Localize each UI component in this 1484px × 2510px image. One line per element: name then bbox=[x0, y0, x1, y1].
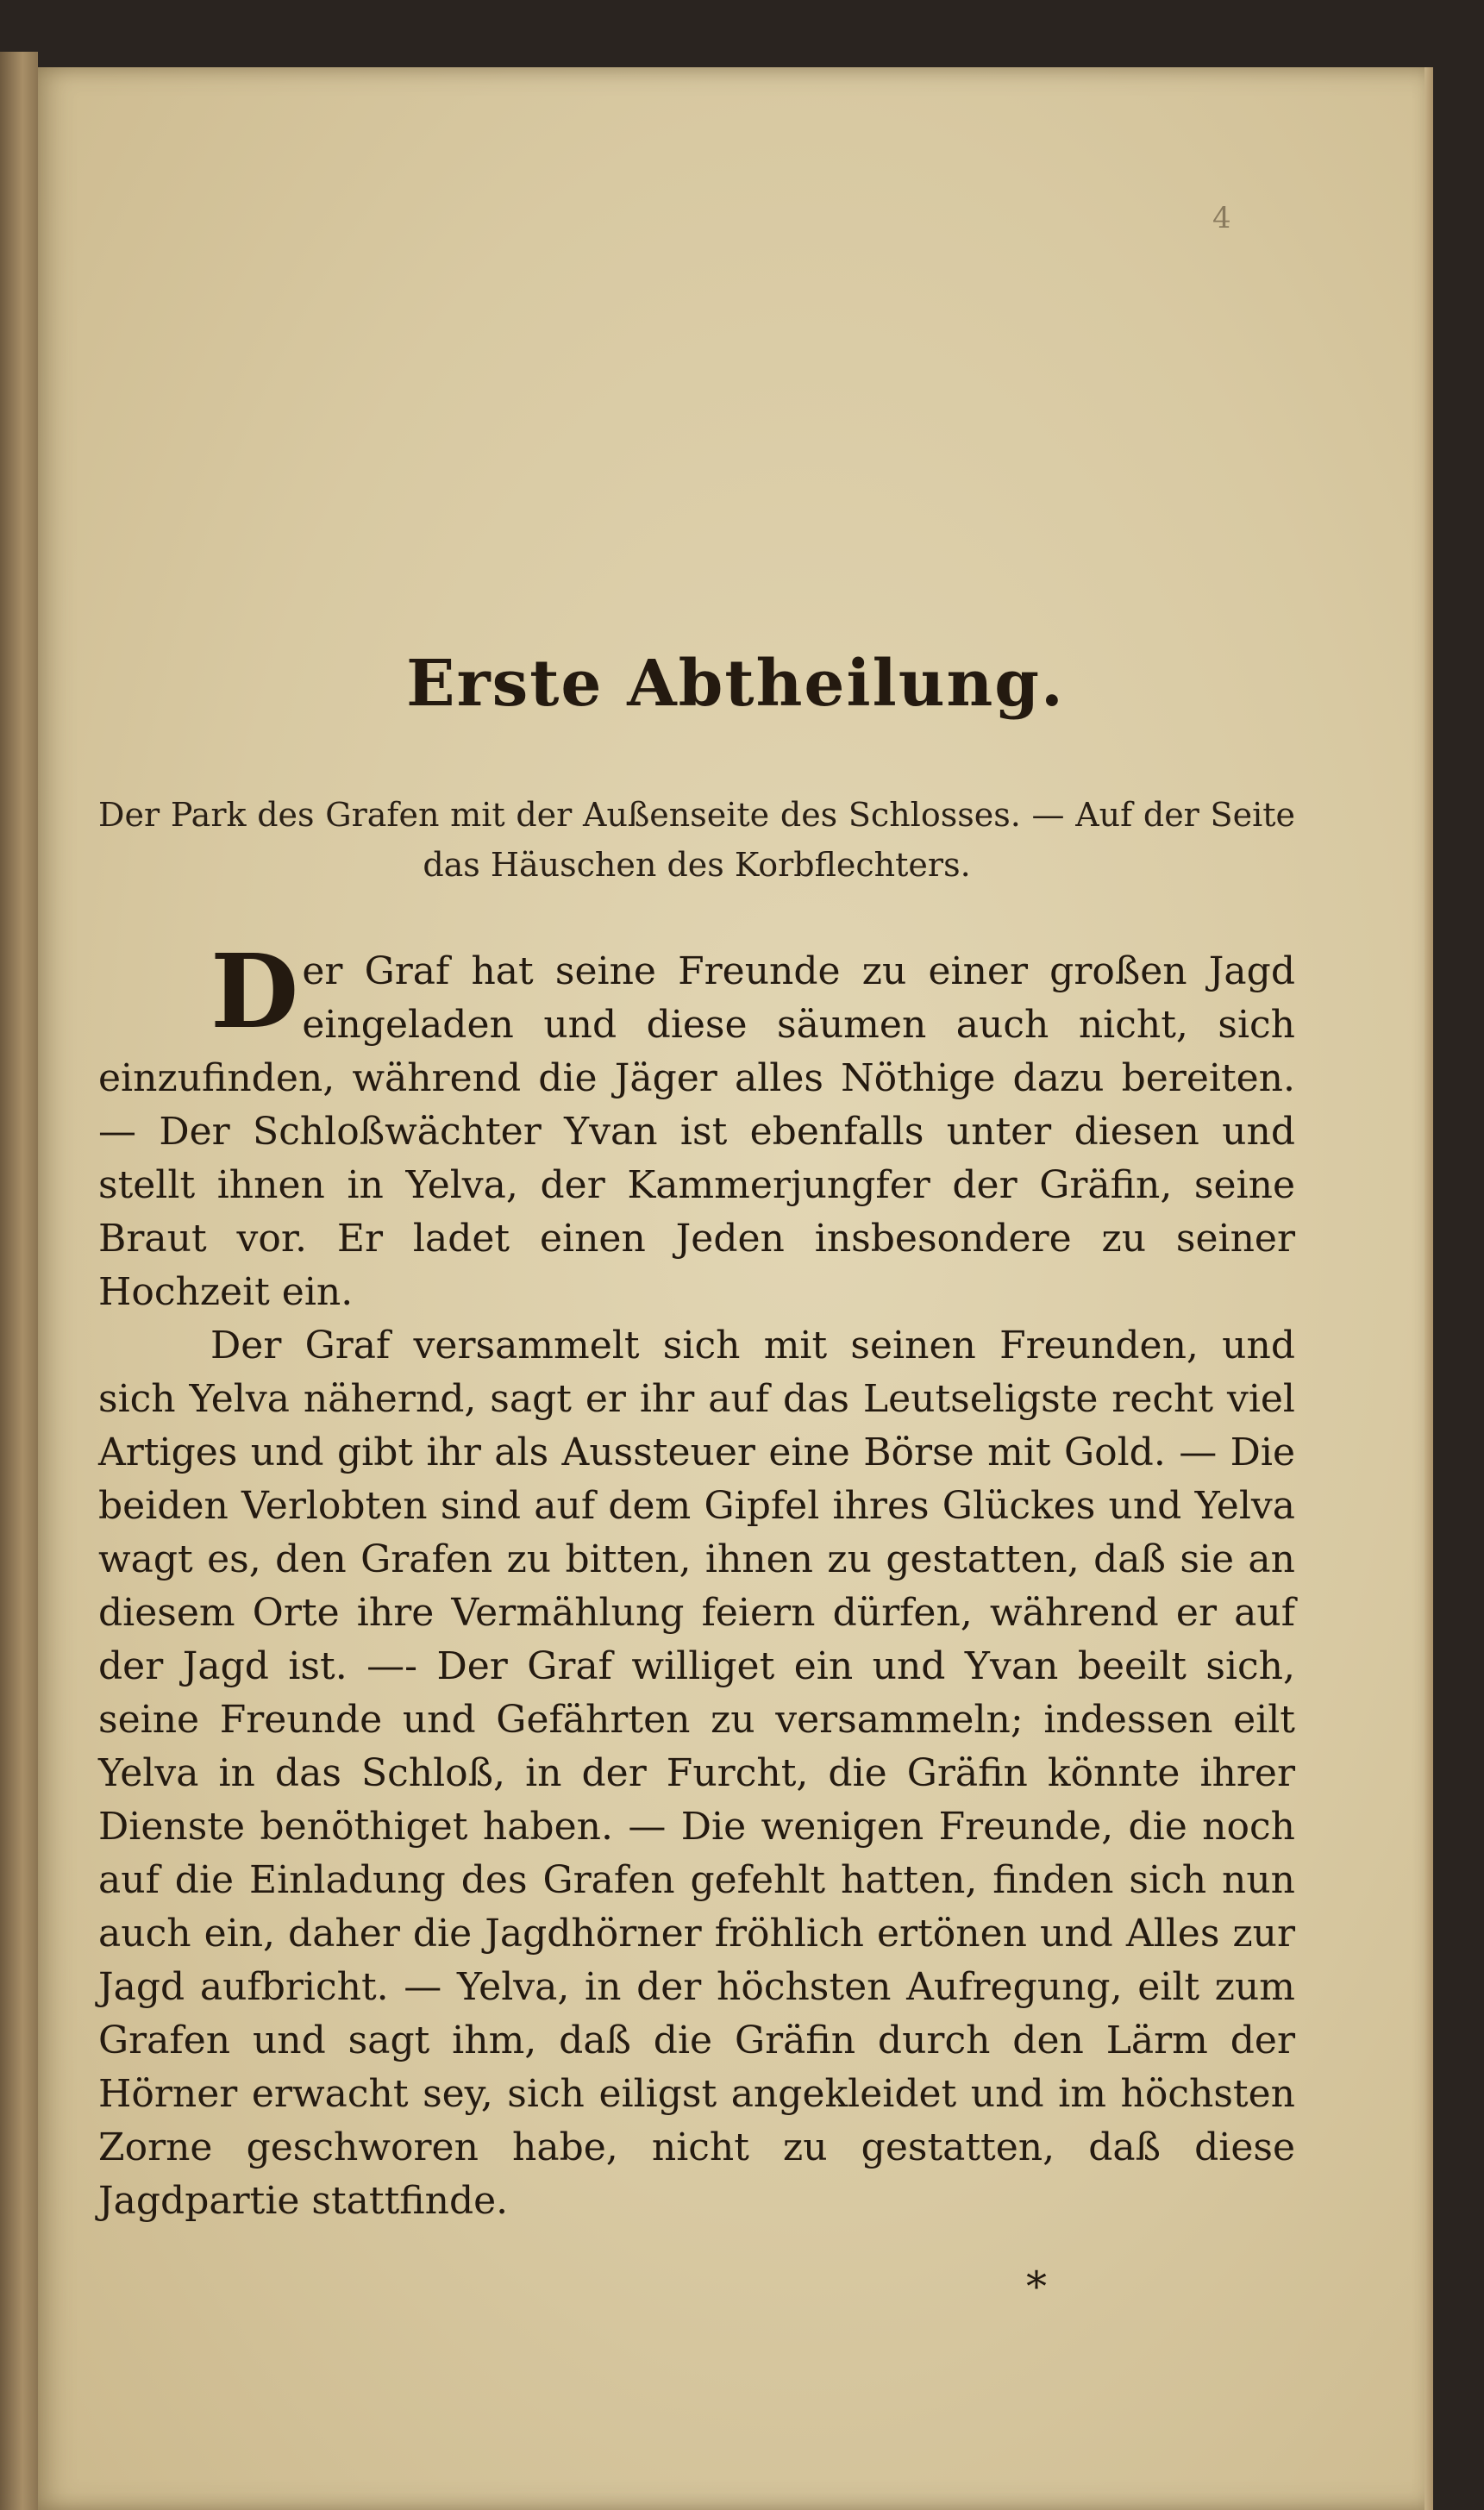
body-text bbox=[98, 931, 1295, 2228]
previous-page-edge bbox=[0, 52, 38, 2510]
section-heading: Erste Abtheilung. bbox=[406, 647, 1065, 721]
drop-cap: D bbox=[210, 931, 299, 1051]
page-right-edge bbox=[1425, 67, 1433, 2510]
page-number: 4 bbox=[1212, 201, 1231, 235]
paragraph-1-text: er Graf hat seine Freunde zu einer großen Jagd eingeladen und diese säumen auch nicht, sich einzufinden, während die Jäger alles Nöthige dazu bereiten. — Der Schloßwächter Yvan ist ebenfalls unter diesen und stellt ihnen in Yelva, der Kammerjungfer der Gräfin, seine Braut vor. Er ladet einen Jeden insbesondere zu seiner Hochzeit ein. bbox=[98, 949, 1295, 1314]
paragraph-2: Der Graf versammelt sich mit seinen Freunden, und sich Yelva nähernd, sagt er ihr auf das Leutseligste recht viel Artiges und gibt ihr als Aussteuer eine Börse mit Gold. — Die beiden Verlobten sind auf dem Gipfel ihres Glückes und Yelva wagt es, den Grafen zu bitten, ihnen zu gestatten, daß sie an diesem Orte ihre Vermählung feiern dürfen, während er auf der Jagd ist. —- Der Graf williget ein und Yvan beeilt sich, seine Freunde und Gefährten zu versammeln; indessen eilt Yelva in das Schloß, in der Furcht, die Gräfin könnte ihrer Dienste benöthiget haben. — Die wenigen Freunde, die noch auf die Einladung des Grafen gefehlt hatten, finden sich nun auch ein, daher die Jagdhörner fröhlich ertönen und Alles zur Jagd aufbricht. — Yelva, in der höchsten Aufregung, eilt zum Grafen und sagt ihm, daß die Gräfin durch den Lärm der Hörner erwacht sey, sich eiligst angekleidet und im höchsten Zorne geschworen habe, nicht zu gestatten, daß diese Jagdpartie stattfinde. bbox=[98, 1324, 1295, 2223]
scene-description: Der Park des Grafen mit der Außenseite des Schlosses. — Auf der Seite das Häuschen des Korbflechters. bbox=[98, 796, 1295, 884]
paragraph-1 bbox=[98, 931, 1295, 1319]
footnote-asterisk: * bbox=[1026, 2263, 1047, 2311]
book-page bbox=[38, 67, 1433, 2510]
